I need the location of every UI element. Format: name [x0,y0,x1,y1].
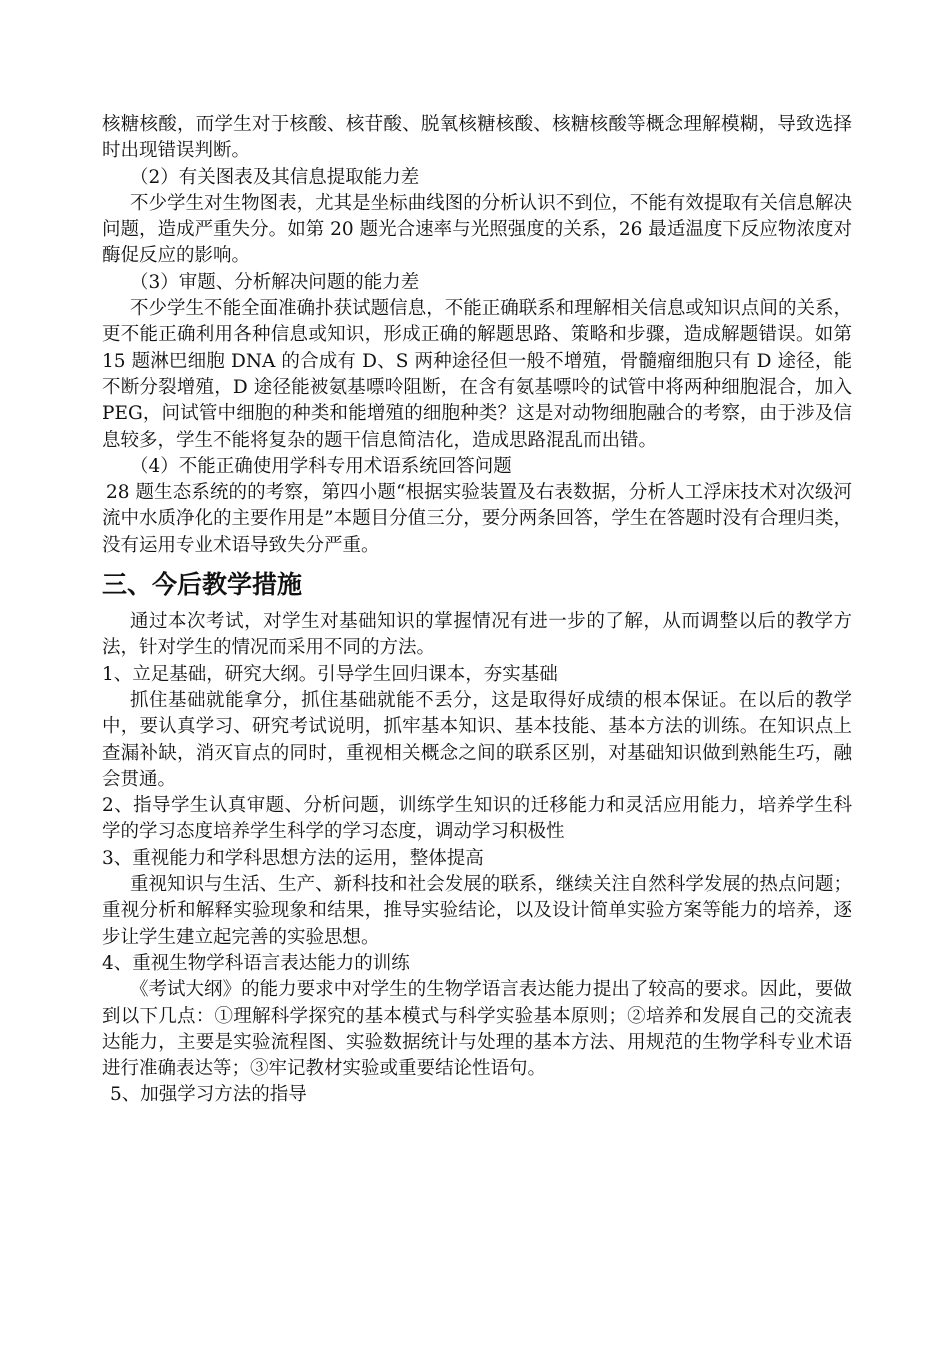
paragraph-continued: 核糖核酸，而学生对于核酸、核苷酸、脱氧核糖核酸、核糖核酸等概念理解模糊，导致选择时出现错误判断。 [102,114,852,162]
subheading-chart-ability: （2）有关图表及其信息提取能力差 [130,166,420,188]
paragraph-basics: 抓住基础就能拿分，抓住基础就能不丢分，这是取得好成绩的根本保证。在以后的教学中，要认真学习、研究考试说明，抓牢基本知识、基本技能、基本方法的训练。在知识点上查漏补缺，消灭盲点的同时，重视相关概念之间的联系区别，对基础知识做到熟能生巧，融会贯通。 [102,689,852,790]
subheading-terminology: （4）不能正确使用学科专用术语系统回答问题 [130,455,512,477]
paragraph-ability: 重视知识与生活、生产、新科技和社会发展的联系，继续关注自然科学发展的热点问题；重视分析和解释实验现象和结果，推导实验结论，以及设计简单实验方案等能力的培养，逐步让学生建立起完善的实验思想。 [102,874,852,948]
document-body [102,112,852,1109]
paragraph-language: 《考试大纲》的能力要求中对学生的生物学语言表达能力提出了较高的要求。因此，要做到以下几点：①理解科学探究的基本模式与科学实验基本原则；②培养和发展自己的交流表达能力，主要是实验流程图、实验数据统计与处理的基本方法、用规范的生物学科专业术语进行准确表达等；③牢记教材实验或重要结论性语句。 [102,979,852,1080]
paragraph-terminology: 28 题生态系统的的考察，第四小题“根据实验装置及右表数据，分析人工浮床技术对次级河流中水质净化的主要作用是”本题目分值三分，要分两条回答，学生在答题时没有合理归类，没有运用专业术语导致失分严重。 [102,482,852,556]
paragraph-problem-solving: 不少学生不能全面准确扑获试题信息，不能正确联系和理解相关信息或知识点间的关系，更不能正确利用各种信息或知识，形成正确的解题思路、策略和步骤，造成解题错误。如第 15 题淋巴细胞 DNA 的合成有 D、S 两种途径但一般不增殖，骨髓瘤细胞只有 D 途径，能不断分裂增殖，D 途径能被氨基嘌呤阻断，在含有氨基嘌呤的试管中将两种细胞混合，加入 PEG，问试管中细胞的种类和能增殖的细胞种类？这是对动物细胞融合的考察，由于涉及信息较多，学生不能将复杂的题干信息简洁化，造成思路混乱而出错。 [102,298,852,451]
subheading-problem-solving: （3）审题、分析解决问题的能力差 [130,271,420,293]
paragraph-intro: 通过本次考试，对学生对基础知识的掌握情况有进一步的了解，从而调整以后的教学方法，针对学生的情况而采用不同的方法。 [102,611,852,659]
paragraph-chart-ability: 不少学生对生物图表，尤其是坐标曲线图的分析认识不到位，不能有效提取有关信息解决问题，造成严重失分。如第 20 题光合速率与光照强度的关系，26 最适温度下反应物浓度对酶促反应的影响。 [102,192,852,267]
list-item-5: 5、加强学习方法的指导 [110,1084,307,1106]
list-item-1: 1、立足基础，研究大纲。引导学生回归课本，夯实基础 [102,663,558,685]
list-item-4: 4、重视生物学科语言表达能力的训练 [102,952,410,974]
list-item-2: 2、指导学生认真审题、分析问题，训练学生知识的迁移能力和灵活应用能力，培养学生科学的学习态度培养学生科学的学习态度，调动学习积极性 [102,795,852,843]
list-item-3: 3、重视能力和学科思想方法的运用，整体提高 [102,847,484,869]
section-heading: 三、今后教学措施 [102,570,303,600]
